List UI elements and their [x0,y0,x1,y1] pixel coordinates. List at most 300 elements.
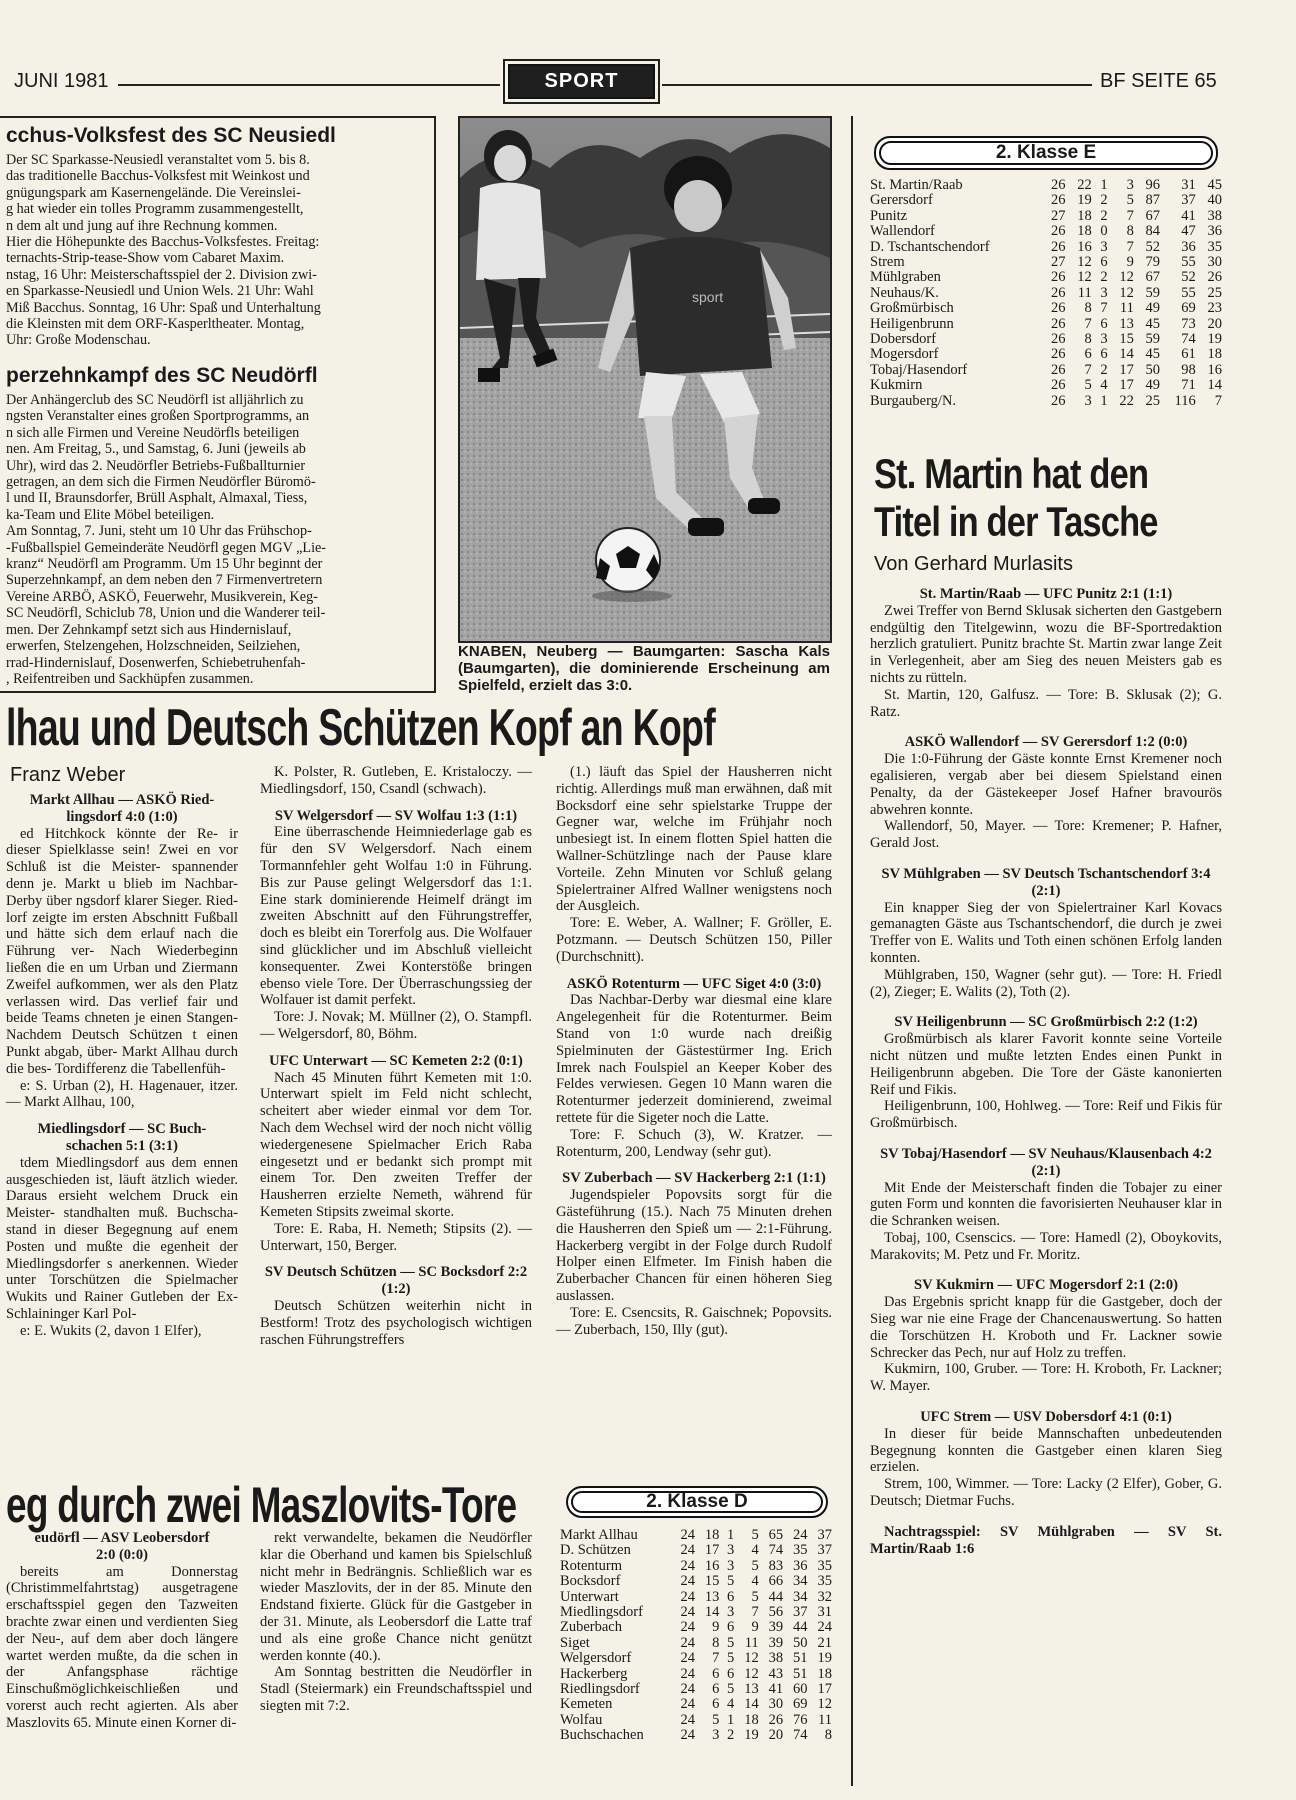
stat-cell: 17 [704,1542,720,1559]
stat-cell: 37 [1181,192,1196,209]
stat-cell: 6 [712,1696,720,1713]
stat-cell: 5 [1084,377,1092,394]
mid-column-2 [260,764,532,1348]
stat-cell: 26 [1207,269,1222,286]
table-row [560,1682,832,1697]
klasse-e-table-wrap [870,178,1222,409]
table-row [560,1605,832,1620]
right-headline-line2: Titel in der Tasche [874,498,1158,545]
team-name: Wolfau [560,1711,603,1728]
team-name: St. Martin/Raab [870,177,963,193]
article-line: Miß Bacchus. Sonntag, 16 Uhr: Spaß und Unterhaltung [6,299,321,316]
match-heading: St. Martin/Raab — UFC Punitz 2:1 (1:1) [919,586,1173,602]
match-heading: Markt Allhau — ASKÖ Ried- [29,792,215,808]
table-row [870,332,1222,347]
stat-cell: 5 [712,1711,720,1728]
stat-cell: 35 [793,1542,808,1559]
stat-cell: 15 [1119,331,1134,348]
stat-cell: 6 [727,1665,735,1682]
stat-cell: 4 [751,1573,759,1590]
stat-cell: 3 [727,1604,735,1621]
stat-cell: 76 [793,1711,808,1728]
shirt-text: sport [692,289,724,305]
team-name: D. Tschantschendorf [870,238,990,255]
stat-cell: 24 [793,1527,808,1543]
stat-cell: 27 [1051,254,1066,271]
klasse-e-table [870,178,1222,409]
stat-cell: 11 [1119,300,1134,317]
stat-cell: 116 [1174,392,1196,409]
paragraph: ed Hitchkock könnte der Re- ir dieser Spielklasse sein! Zwei en vor Schluß ist die Meister- spannender denn je. Markt u blieb im Nachbar-Derby über ngsdorf klarer Sieger. Ried- lorf zeigte im ersten Abschnitt Fußball und hätte sich dem erlauf nach die Führung ver- Nach Wiederbeginn ließen die en um Urban und Ziermann Zweifel aufkommen, wer als den Platz verlassen wird. Das verlief fair und beide Teams chneten je einen Stangen- Nachdem Deutsch Schützen t einen Punkt abgab, über- Markt Allhau durch die bes- Tordifferenz die Tabellenfüh- [6,825,238,1077]
table-row [560,1713,832,1728]
stat-cell: 24 [817,1619,832,1636]
photo-caption: KNABEN, Neuberg — Baumgarten: Sascha Kals (Baumgarten), die dominierende Erscheinung am Spielfeld, erzielt das 3:0. [458,643,830,694]
nachtrag-note: Nachtragsspiel: SV Mühlgraben — SV St. Martin/Raab 1:6 [870,1523,1222,1557]
stat-cell: 71 [1181,377,1196,394]
article-zehnkampf-title: perzehnkampf des SC Neudörfl [6,364,318,387]
team-name: Welgersdorf [560,1650,632,1667]
stat-cell: 11 [1077,284,1092,301]
stat-cell: 18 [817,1665,832,1682]
stat-cell: 24 [680,1573,695,1590]
stat-cell: 17 [817,1681,832,1698]
stat-cell: 24 [680,1696,695,1713]
stat-cell: 5 [727,1650,735,1667]
match-report: Zwei Treffer von Bernd Sklusak sicherten den Gastgebern endgültig den Titelgewinn, wozu die BF-Sportredaktion herzlich gratuliert. Punitz brachte St. Martin zwar lange Zeit in Verlegenheit, aber am Sieg des neuen Meisters gab es nichts zu rütteln. [870,602,1222,686]
paragraph: Das Nachbar-Derby war diesmal eine klare Angelegenheit für die Rotenturmer. Beim Stand von 1:0 wurde nach dreißig Spielminuten der Gästestürmer Ing. Erich Imrek nach Foulspiel an Keeper Kober des Feldes verwiesen. Gegen 10 Mann waren die Rotenturmer jederzeit dominierend, zweimal rettete für die Sigeter noch die Latte. [556,992,832,1126]
team-name: Mogersdorf [870,346,939,363]
stat-cell: 9 [1126,254,1134,271]
stat-cell: 5 [727,1634,735,1651]
article-line: Der SC Sparkasse-Neusiedl veranstaltet vom 5. bis 8. [6,152,310,168]
stat-cell: 7 [1100,300,1108,317]
stat-cell: 3 [1126,177,1134,193]
stat-cell: 30 [768,1696,784,1713]
match-report: In dieser für beide Mannschaften unbedeutenden Begegnung konnten die Gastgeber einen klaren Sieg erzielen. [870,1425,1222,1476]
stat-cell: 6 [712,1665,720,1682]
team-name: Mühlgraben [870,269,941,286]
stat-cell: 56 [768,1604,784,1621]
stat-cell: 8 [1126,223,1134,240]
article-line: rrad-Hindernislauf, Dosenwerfen, Schiebetruhenfah- [6,654,306,671]
match-report: Ein knapper Sieg der von Spielertrainer Karl Kovacs gemanagten Gäste aus Tschantschendorf, die durch je zwei Treffer von E. Walits und Toth einen schönen Erfolg landen konnten. [870,899,1222,966]
team-name: Unterwart [560,1588,619,1605]
stat-cell: 9 [712,1619,720,1636]
stat-cell: 36 [793,1557,808,1574]
table-row [870,178,1222,193]
stat-cell: 3 [1084,392,1092,409]
stat-cell: 50 [793,1634,808,1651]
stat-cell: 11 [744,1634,759,1651]
stat-cell: 26 [1051,192,1066,209]
table-row [560,1667,832,1682]
article-line: Vereine ARBÖ, ASKÖ, Feuerwehr, Musikverein, Keg- [6,588,318,605]
match-heading: SV Mühlgraben — SV Deutsch Tschantschendorf 3:4 (2:1) [881,865,1211,899]
stat-cell: 50 [1145,361,1161,378]
stat-cell: 8 [712,1634,720,1651]
stat-cell: 49 [1145,377,1161,394]
stat-cell: 47 [1181,223,1196,240]
stat-cell: 2 [727,1727,735,1744]
stat-cell: 12 [1077,269,1092,286]
stat-cell: 13 [744,1681,759,1698]
klasse-d-table [560,1528,832,1744]
stat-cell: 18 [704,1527,720,1543]
stat-cell: 26 [1051,300,1066,317]
match-heading: SV Kukmirn — UFC Mogersdorf 2:1 (2:0) [914,1277,1178,1294]
match-heading: SV Welgersdorf — SV Wolfau 1:3 (1:1) [274,807,518,824]
stat-cell: 24 [680,1681,695,1698]
stat-cell: 13 [1119,315,1134,332]
team-name: Burgauberg/N. [870,392,957,409]
right-byline: Von Gerhard Murlasits [874,553,1073,575]
paragraph: K. Polster, R. Gutleben, E. Kristaloczy. — Miedlingsdorf, 150, Csandl (schwach). [260,764,532,797]
stat-cell: 14 [1119,346,1134,363]
match-report: Großmürbisch als klarer Favorit konnte seine Vorteile nicht nützen und mußte letzten Endes einen Punkt in Heiligenbrunn abgeben. Die Tore der Gäste kanonierten Reif und Fikis. [870,1031,1222,1098]
stat-cell: 84 [1145,223,1161,240]
section-label: SPORT [508,64,655,99]
match-heading: UFC Strem — USV Dobersdorf 4:1 (0:1) [920,1409,1172,1426]
table-row [870,193,1222,208]
article-line: Hier die Höhepunkte des Bacchus-Volksfestes. Freitag: [6,234,320,251]
stat-cell: 3 [1100,331,1108,348]
stat-cell: 30 [1207,254,1222,271]
team-name: Dobersdorf [870,331,937,348]
stat-cell: 18 [1077,223,1092,240]
paragraph: Deutsch Schützen weiterhin nicht in Bestform! Trotz des psychologisch wichtigen raschen Führungstreffers [260,1297,532,1348]
paragraph: Jugendspieler Popovsits sorgt für die Gästeführung (15.). Nach 75 Minuten drehen die Hausherren den Spieß um — 2:1-Führung. Hackerberg vergibt in der Folge durch Rudolf Holper einen Elfmeter. Im Finish haben die Zuberbacher Chancen für einen höheren Sieg auslassen. [556,1187,832,1304]
table-row [870,301,1222,316]
stat-cell: 24 [680,1711,695,1728]
stat-cell: 35 [817,1573,832,1590]
stat-cell: 31 [817,1604,832,1621]
paragraph: Am Sonntag bestritten die Neudörfler in Stadl (Steiermark) ein Freundschaftsspiel und siegten mit 7:2. [260,1664,532,1714]
stat-cell: 37 [817,1527,832,1543]
right-story-body [870,586,1222,1557]
mid-column-3 [556,764,832,1338]
bottom-headline: eg durch zwei Maszlovits-Tore [6,1477,517,1533]
stat-cell: 6 [1084,346,1092,363]
photo-youth-football [458,116,832,643]
stat-cell: 44 [768,1588,784,1605]
article-line: getragen, an dem sich die Firmen Neudörfler Büromö- [6,474,316,491]
stat-cell: 36 [1207,223,1222,240]
stat-cell: 3 [1100,284,1108,301]
article-line: ngsten Veranstalter eines großen Sportprogramms, an [6,408,310,425]
table-row [560,1543,832,1558]
stat-cell: 11 [818,1711,832,1728]
match-score: Strem, 100, Wimmer. — Tore: Lacky (2 Elfer), Gober, G. Deutsch; Dietmar Fuchs. [870,1476,1222,1510]
stat-cell: 26 [1051,392,1066,409]
team-name: Miedlingsdorf [560,1604,643,1621]
table-row [560,1590,832,1605]
stat-cell: 24 [680,1588,695,1605]
stat-cell: 12 [1119,284,1134,301]
stat-cell: 6 [1100,315,1108,332]
stat-cell: 79 [1145,254,1161,271]
klasse-d-title: 2. Klasse D [646,1491,748,1512]
paragraph: Nach 45 Minuten führt Kemeten mit 1:0. Unterwart spielt im Feld nicht schlecht, scheitert aber wieder einmal vor dem Tor. Nach dem Wechsel wird der noch nicht völlig wiedergenesene Spielmacher Erich Raba eingesetzt und er bedankt sich prompt mit einem Tor. Den zweiten Treffer der Hausherren erzielte Nemeth, während für Kemeten Stipsits zweimal skorte. [260,1069,532,1220]
stat-cell: 59 [1145,331,1161,348]
match-score: Heiligenbrunn, 100, Hohlweg. — Tore: Reif und Fikis für Großmürbisch. [870,1098,1222,1132]
stat-cell: 61 [1181,346,1196,363]
table-row [870,240,1222,255]
table-row [560,1728,832,1743]
stat-cell: 1 [1100,177,1108,193]
stat-cell: 43 [768,1665,784,1682]
stat-cell: 16 [1077,238,1092,255]
stat-cell: 7 [1214,392,1222,409]
stat-cell: 20 [1207,315,1222,332]
stat-cell: 52 [1145,238,1161,255]
stat-cell: 9 [751,1619,759,1636]
stat-cell: 24 [680,1619,695,1636]
stat-cell: 24 [680,1634,695,1651]
paragraph: tdem Miedlingsdorf aus dem ennen ausgeschieden ist, läuft ätzlich wieder. Daraus ersieht welchem Druck ein Meister- standhalten muß. Buchscha- stand in dieser Begegnung auf enem Posten und mußte die egenheit der Miedlingsdorfer s anerkennen. Wieder unter Torschützen die Spielmacher Wukits und Rainer Gutleben der Ex-Schlaininger Karl Pol- [6,1154,238,1322]
article-line: nstag, 16 Uhr: Meisterschaftsspiel der 2. Division zwi- [6,266,317,283]
stat-cell: 65 [768,1527,784,1543]
photo-image [460,118,830,641]
stat-cell: 14 [704,1604,720,1621]
klasse-e-header [874,136,1218,170]
stat-cell: 37 [817,1542,832,1559]
article-line: kranz“ Neudörfl am Programm. Um 15 Uhr beginnt der [6,556,323,573]
stat-cell: 4 [751,1542,759,1559]
stat-cell: 26 [1051,346,1066,363]
stat-cell: 26 [1051,377,1066,394]
stat-cell: 51 [793,1650,808,1667]
team-name: Rotenturm [560,1557,623,1574]
stat-cell: 7 [1126,238,1134,255]
stat-cell: 2 [1100,361,1108,378]
team-name: Strem [870,254,905,271]
team-name: Markt Allhau [560,1527,638,1543]
bottom-column-1 [6,1530,238,1732]
paragraph: rekt verwandelte, bekamen die Neudörfler klar die Oberhand und kamen bis Spielschluß nicht mehr in Bedrängnis. Schließlich war es wieder Maszlovits, der in der 85. Minute den Endstand fixierte. Glück für die Gastgeber in der 31. Minute, als Leobersdorf die Latte traf und als eine große Chance nicht genützt werden konnte (40.). [260,1530,532,1664]
article-bacchus-body [6,152,430,349]
table-row [560,1651,832,1666]
stat-cell: 26 [1051,269,1066,286]
stat-cell: 2 [1100,207,1108,224]
klasse-d-table-wrap [560,1528,832,1744]
stat-cell: 26 [1051,284,1066,301]
team-name: Bocksdorf [560,1573,621,1590]
paragraph: Tore: F. Schuch (3), W. Kratzer. — Rotenturm, 200, Lendway (sehr gut). [556,1126,832,1160]
paragraph: Tore: E. Csencsits, R. Gaischnek; Popovsits. — Zuberbach, 150, Illy (gut). [556,1304,832,1338]
stat-cell: 51 [793,1665,808,1682]
match-heading: SV Deutsch Schützen — SC Bocksdorf 2:2 (1:2) [264,1264,528,1298]
stat-cell: 16 [704,1557,720,1574]
team-name: Kukmirn [870,377,923,394]
match-report: Die 1:0-Führung der Gäste konnte Ernst Kremener noch egalisieren, vergab aber bei diesem Spielstand einen Penalty, da der Gästekeeper Josef Hafner bravourös abwehren konnte. [870,751,1222,818]
stat-cell: 8 [1084,300,1092,317]
stat-cell: 14 [1207,377,1222,394]
article-line: Der Anhängerclub des SC Neudörfl ist alljährlich zu [6,392,304,408]
article-line: erwerfen, Stelzengehen, Holzschneiden, Seilziehen, [6,638,301,655]
stat-cell: 18 [1207,346,1222,363]
stat-cell: 67 [1145,207,1161,224]
paragraph: bereits am Donnerstag (Christimmelfahrtstag) ausgetragene erschaftsspiel gegen den Tazweiten brachte zwar einen und verdienten Sieg der Neu-, auf dem aber doch längere wartet werden mußte, da die schen in der Anfangsphase rächtige Einschußmöglichkeischließen und vorerst auch recht agierten. Als aber Maszlovits 65. Minute einen Korner di- [6,1563,238,1731]
stat-cell: 13 [704,1588,720,1605]
stat-cell: 52 [1181,269,1196,286]
table-row [870,378,1222,393]
stat-cell: 32 [817,1588,832,1605]
stat-cell: 34 [793,1573,808,1590]
stat-cell: 45 [1145,315,1161,332]
stat-cell: 24 [680,1650,695,1667]
stat-cell: 7 [1126,207,1134,224]
table-row [870,270,1222,285]
stat-cell: 8 [824,1727,832,1744]
team-name: Heiligenbrunn [870,315,954,332]
team-name: Kemeten [560,1696,613,1713]
paragraph: Tore: E. Raba, H. Nemeth; Stipsits (2). — Unterwart, 150, Berger. [260,1220,532,1254]
table-row [560,1559,832,1574]
match-heading: lingsdorf 4:0 (1:0) [66,808,178,825]
team-name: Hackerberg [560,1665,628,1682]
stat-cell: 25 [1145,392,1161,409]
stat-cell: 38 [768,1650,784,1667]
article-bacchus [6,124,430,349]
stat-cell: 7 [1084,361,1092,378]
article-line: l und II, Braunsdorfer, Brüll Asphalt, Almaxal, Tiess, [6,490,308,507]
stat-cell: 73 [1181,315,1196,332]
article-line: SC Neudörfl, Schiclub 78, Union und die Wanderer teil- [6,605,326,622]
stat-cell: 39 [768,1634,784,1651]
stat-cell: 6 [727,1619,735,1636]
stat-cell: 26 [1051,315,1066,332]
stat-cell: 5 [751,1588,759,1605]
stat-cell: 5 [751,1527,759,1543]
stat-cell: 41 [1181,207,1196,224]
table-row [870,286,1222,301]
stat-cell: 36 [1181,238,1196,255]
stat-cell: 1 [1100,392,1108,409]
stat-cell: 6 [727,1588,735,1605]
stat-cell: 22 [1119,392,1134,409]
stat-cell: 21 [817,1634,832,1651]
stat-cell: 74 [1181,331,1196,348]
stat-cell: 27 [1051,207,1066,224]
stat-cell: 16 [1207,361,1222,378]
stat-cell: 69 [793,1696,808,1713]
stat-cell: 31 [1181,177,1196,193]
stat-cell: 14 [744,1696,759,1713]
mid-byline: Franz Weber [10,764,126,786]
stat-cell: 60 [793,1681,808,1698]
stat-cell: 41 [768,1681,784,1698]
stat-cell: 59 [1145,284,1161,301]
klasse-e-title: 2. Klasse E [995,142,1097,163]
stat-cell: 37 [793,1604,808,1621]
stat-cell: 17 [1119,377,1134,394]
klasse-d-header [566,1486,828,1518]
team-name: Neuhaus/K. [870,284,939,301]
bottom-column-2 [260,1530,532,1715]
match-score: St. Martin, 120, Galfusz. — Tore: B. Sklusak (2); G. Ratz. [870,686,1222,720]
header-rule-left [118,84,500,86]
match-score: Tobaj, 100, Csenscics. — Tore: Hamedl (2), Oboykovits, Marakovits; M. Petz und Fr. Moritz. [870,1229,1222,1263]
table-row [870,394,1222,409]
article-line: g hat wieder ein tolles Programm zusammengestellt, [6,201,304,218]
table-row [870,317,1222,332]
stat-cell: 6 [712,1681,720,1698]
page-number: BF SEITE 65 [1100,70,1217,92]
stat-cell: 6 [1100,254,1108,271]
stat-cell: 2 [1100,192,1108,209]
issue-date: JUNI 1981 [14,70,109,92]
team-name: Gerersdorf [870,192,933,209]
match-heading: SV Tobaj/Hasendorf — SV Neuhaus/Klausenbach 4:2 (2:1) [880,1145,1212,1179]
stat-cell: 26 [768,1711,784,1728]
stat-cell: 0 [1100,223,1108,240]
match-heading: UFC Unterwart — SC Kemeten 2:2 (0:1) [269,1052,523,1069]
stat-cell: 19 [817,1650,832,1667]
mid-column-1 [6,792,238,1340]
stat-cell: 74 [768,1542,784,1559]
article-zehnkampf [6,364,430,687]
stat-cell: 5 [727,1573,735,1590]
article-line: en Sparkasse-Neusiedl und Union Wels. 21 Uhr: Wahl [6,283,314,300]
table-row [870,209,1222,224]
team-name: Riedlingsdorf [560,1681,640,1698]
stat-cell: 6 [1100,346,1108,363]
stat-cell: 22 [1077,177,1092,193]
stat-cell: 12 [744,1650,759,1667]
stat-cell: 45 [1145,346,1161,363]
match-score: Wallendorf, 50, Mayer. — Tore: Kremener; P. Hafner, Gerald Jost. [870,818,1222,852]
paragraph: e: S. Urban (2), H. Hagenauer, itzer. — Markt Allhau, 100, [6,1077,238,1111]
stat-cell: 66 [768,1573,784,1590]
stat-cell: 3 [727,1542,735,1559]
article-line: Uhr: Große Modenschau. [6,332,151,349]
stat-cell: 5 [1126,192,1134,209]
article-line: ternachts-Strip-tease-Show vom Cabaret Maxim. [6,250,285,267]
stat-cell: 5 [727,1681,735,1698]
stat-cell: 19 [744,1727,759,1744]
stat-cell: 23 [1207,300,1222,317]
stat-cell: 8 [1084,331,1092,348]
article-line: Superzehnkampf, an dem neben den 7 Firmenvertretern [6,572,323,589]
stat-cell: 4 [727,1696,735,1713]
stat-cell: 12 [1077,254,1092,271]
team-name: Großmürbisch [870,300,954,317]
stat-cell: 39 [768,1619,784,1636]
match-heading: SV Heiligenbrunn — SC Großmürbisch 2:2 (1:2) [894,1014,1198,1031]
stat-cell: 5 [751,1557,759,1574]
table-row [560,1574,832,1589]
stat-cell: 26 [1051,238,1066,255]
match-heading: 2:0 (0:0) [96,1546,148,1563]
paragraph: (1.) läuft das Spiel der Hausherren nicht richtig. Allerdings muß man erwähnen, daß mit Bocksdorf eine sehr spielstarke Truppe der Gegner war, welche im Frühjahr noch unbesiegt ist. In einem flotten Spiel hatten die Wallner-Schützlinge nach der Pause klare Vorteile. Zehn Minuten vor Schluß gelang Spielertrainer Alfred Wallner wenigstens noch der Ausgleich. [556,764,832,915]
article-line: das traditionelle Bacchus-Volksfest mit Weinkost und [6,168,310,185]
header-rule-right [662,84,1092,86]
article-line: gnügungspark am Kasernengelände. Die Vereinslei- [6,184,301,201]
stat-cell: 25 [1207,284,1222,301]
stat-cell: 3 [727,1557,735,1574]
stat-cell: 18 [744,1711,759,1728]
stat-cell: 19 [1207,331,1222,348]
stat-cell: 67 [1145,269,1161,286]
stat-cell: 26 [1051,177,1066,193]
stat-cell: 15 [704,1573,720,1590]
stat-cell: 20 [768,1727,784,1744]
article-line: die Kleinsten mit dem ORF-Kasperltheater. Montag, [6,316,305,333]
stat-cell: 49 [1145,300,1161,317]
stat-cell: 24 [680,1665,695,1682]
stat-cell: 40 [1207,192,1222,209]
paragraph: Tore: E. Weber, A. Wallner; F. Gröller, E. Potzmann. — Deutsch Schützen 150, Piller (Durchschnitt). [556,915,832,965]
